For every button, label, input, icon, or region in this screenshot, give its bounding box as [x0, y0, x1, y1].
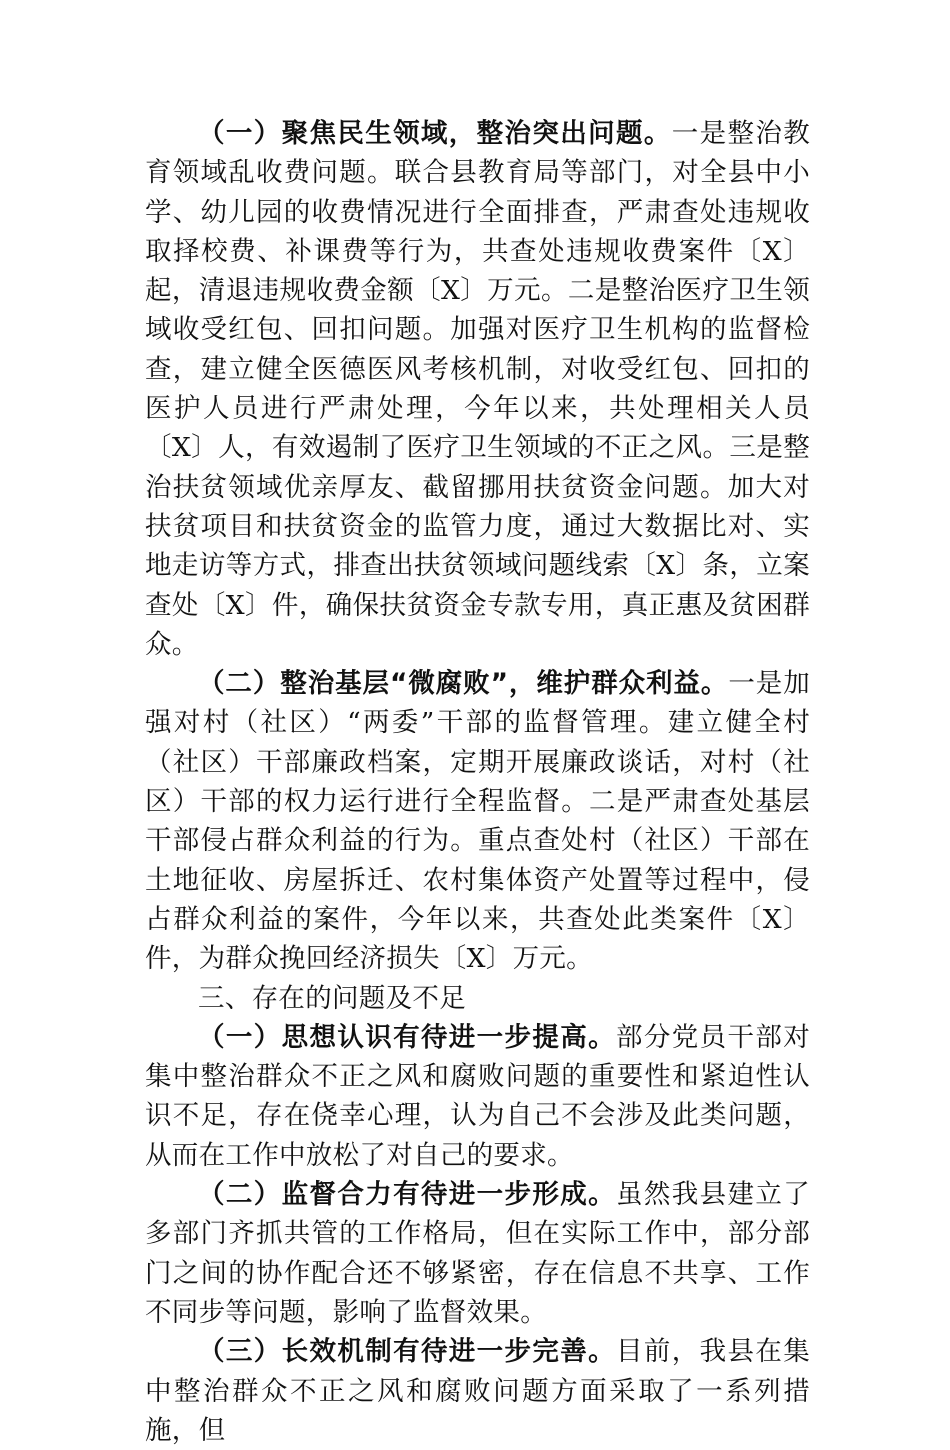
paragraph-body: 一是整治教育领域乱收费问题。联合县教育局等部门，对全县中小学、幼儿园的收费情况进行全面排查，严肃查处违规收取择校费、补课费等行为，共查处违规收费案件〔X〕起，清退违规收费金额〔X〕万元。二是整治医疗卫生领域收受红包、回扣问题。加强对医疗卫生机构的监督检查，建立健全医德医风考核机制，对收受红包、回扣的医护人员进行严肃处理，今年以来，共处理相关人员〔X〕人，有效遏制了医疗卫生领域的不正之风。三是整治扶贫领域优亲厚友、截留挪用扶贫资金问题。加大对扶贫项目和扶贫资金的监管力度，通过大数据比对、实地走访等方式，排查出扶贫领域问题线索〔X〕条，立案查处〔X〕件，确保扶贫资金专款专用，真正惠及贫困群众。	[145, 118, 810, 660]
paragraph-body: 一是加强对村（社区）“两委”干部的监督管理。建立健全村（社区）干部廉政档案，定期开展廉政谈话，对村（社区）干部的权力运行进行全程监督。二是严肃查处基层干部侵占群众利益的行为。重点查处村（社区）干部在土地征收、房屋拆迁、农村集体资产处置等过程中，侵占群众利益的案件，今年以来，共查处此类案件〔X〕件，为群众挽回经济损失〔X〕万元。	[145, 668, 810, 975]
paragraph-lead: （一）思想认识有待进一步提高。	[198, 1021, 616, 1053]
paragraph-mechanism	[145, 1332, 810, 1450]
document-body	[145, 114, 810, 1450]
paragraph-awareness	[145, 1018, 810, 1175]
paragraph-lead: （二）监督合力有待进一步形成。	[198, 1179, 616, 1211]
paragraph-body: 虽然我县建立了多部门齐抓共管的工作格局，但在实际工作中，部分部门之间的协作配合还不够紧密，存在信息不共享、工作不同步等问题，影响了监督效果。	[145, 1179, 810, 1328]
paragraph-lead: （一）聚焦民生领域，整治突出问题。	[198, 118, 672, 149]
paragraph-supervision	[145, 1175, 810, 1332]
paragraph-lead: （二）整治基层“微腐败”，维护群众利益。	[198, 668, 729, 700]
section-heading: 三、存在的问题及不足	[198, 982, 466, 1014]
paragraph-grassroots	[145, 664, 810, 978]
paragraph-lead: （三）长效机制有待进一步完善。	[198, 1336, 616, 1368]
paragraph-body: 部分党员干部对集中整治群众不正之风和腐败问题的重要性和紧迫性认识不足，存在侥幸心理，认为自己不会涉及此类问题，从而在工作中放松了对自己的要求。	[145, 1021, 810, 1171]
paragraph-body: 目前，我县在集中整治群众不正之风和腐败问题方面采取了一系列措施，但	[145, 1336, 810, 1446]
paragraph-livelihood	[145, 114, 810, 664]
